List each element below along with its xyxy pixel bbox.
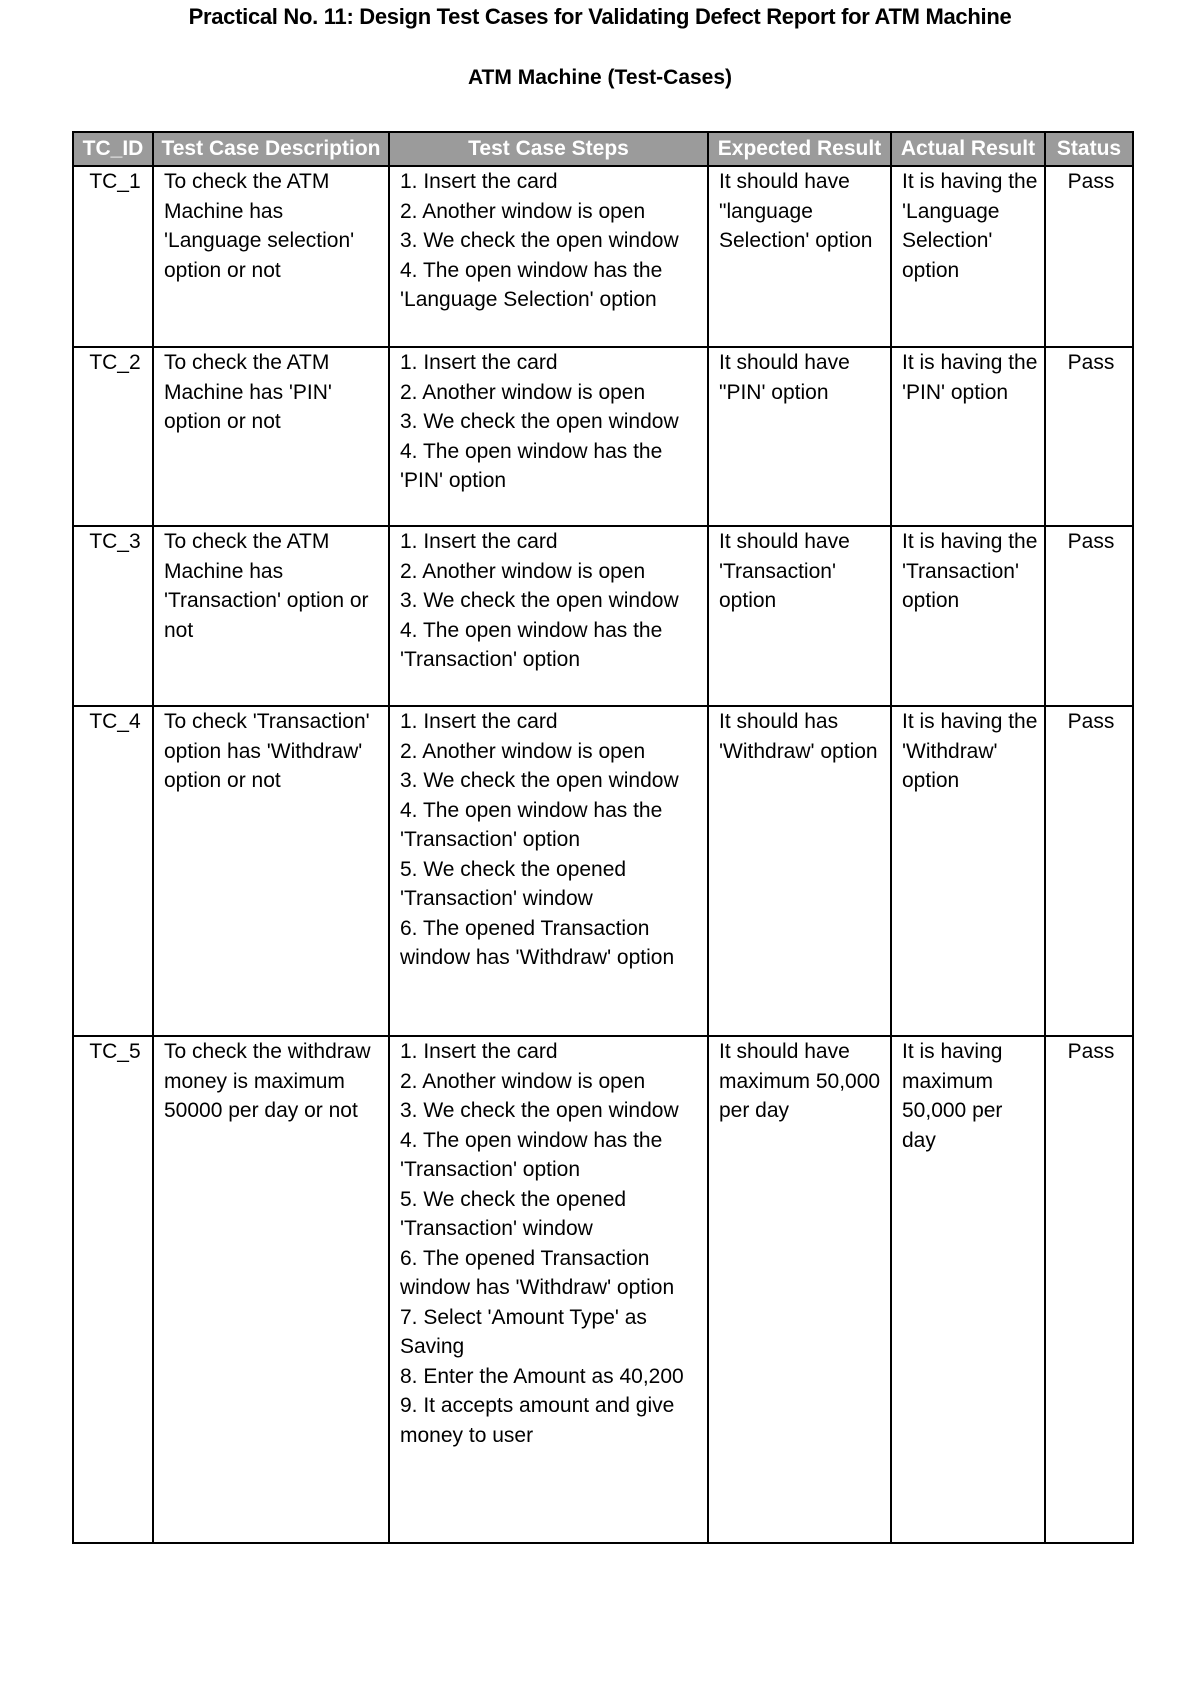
step-item: 9. It accepts amount and give money to user [400,1394,675,1447]
step-item: 3. We check the open window [400,410,679,433]
header-description: Test Case Description [153,132,389,166]
table-row [73,166,1133,347]
header-actual-result: Actual Result [891,132,1045,166]
document-subtitle: ATM Machine (Test-Cases) [467,66,733,89]
expected-result-cell: It should has 'Withdraw' option [708,706,891,1036]
steps-cell [389,526,708,706]
tc-id-cell: TC_5 [73,1036,153,1543]
step-item: 3. We check the open window [400,769,679,792]
test-case-table [72,131,1134,1544]
description-cell: To check the ATM Machine has 'Language selection' option or not [153,166,389,347]
table-row [73,1036,1133,1543]
tc-id-cell: TC_1 [73,166,153,347]
tc-id-cell: TC_3 [73,526,153,706]
actual-result-cell: It is having the 'Withdraw' option [891,706,1045,1036]
expected-result-cell: It should have maximum 50,000 per day [708,1036,891,1543]
actual-result-cell: It is having the 'Language Selection' option [891,166,1045,347]
header-steps: Test Case Steps [389,132,708,166]
step-item: 5. We check the opened 'Transaction' window [400,1187,627,1240]
status-cell: Pass [1045,166,1133,347]
step-item: 1. Insert the card [400,710,558,733]
step-item: 1. Insert the card [400,1040,558,1063]
document-title: Practical No. 11: Design Test Cases for Validating Defect Report for ATM Machine [188,4,1012,29]
step-item: 2. Another window is open [400,559,646,583]
steps-cell [389,166,708,347]
step-item: 8. Enter the Amount as 40,200 [400,1364,684,1388]
step-item: 1. Insert the card [400,530,558,553]
step-item: 4. The open window has the 'Transaction' option [400,1128,663,1181]
actual-result-cell: It is having the 'Transaction' option [891,526,1045,706]
header-tc-id: TC_ID [73,132,153,166]
step-item: 5. We check the opened 'Transaction' window [400,857,627,910]
expected-result-cell: It should have "language Selection' option [708,166,891,347]
step-item: 3. We check the open window [400,589,679,612]
table-row [73,526,1133,706]
step-item: 2. Another window is open [400,380,646,404]
step-item: 1. Insert the card [400,170,558,193]
step-item: 6. The opened Transaction window has 'Withdraw' option [400,1246,675,1299]
header-status: Status [1045,132,1133,166]
step-item: 6. The opened Transaction window has 'Withdraw' option [400,916,675,969]
status-cell: Pass [1045,347,1133,526]
step-item: 4. The open window has the 'Transaction' option [400,798,663,851]
table-header-row [73,132,1133,166]
step-item: 2. Another window is open [400,739,646,763]
actual-result-cell: It is having the 'PIN' option [891,347,1045,526]
status-cell: Pass [1045,706,1133,1036]
step-item: 2. Another window is open [400,1069,646,1093]
table-row [73,347,1133,526]
step-item: 4. The open window has the 'PIN' option [400,439,663,492]
tc-id-cell: TC_2 [73,347,153,526]
step-item: 7. Select 'Amount Type' as Saving [400,1305,647,1358]
expected-result-cell: It should have "PIN' option [708,347,891,526]
header-expected-result: Expected Result [708,132,891,166]
step-item: 3. We check the open window [400,229,679,252]
actual-result-cell: It is having maximum 50,000 per day [891,1036,1045,1543]
status-cell: Pass [1045,526,1133,706]
steps-cell [389,706,708,1036]
tc-id-cell: TC_4 [73,706,153,1036]
description-cell: To check the withdraw money is maximum 50000 per day or not [153,1036,389,1543]
description-cell: To check the ATM Machine has 'Transaction' option or not [153,526,389,706]
step-item: 4. The open window has the 'Transaction' option [400,618,663,671]
steps-cell [389,1036,708,1543]
step-item: 4. The open window has the 'Language Selection' option [400,258,663,311]
step-item: 2. Another window is open [400,199,646,223]
steps-cell [389,347,708,526]
expected-result-cell: It should have 'Transaction' option [708,526,891,706]
status-cell: Pass [1045,1036,1133,1543]
table-row [73,706,1133,1036]
step-item: 1. Insert the card [400,351,558,374]
description-cell: To check 'Transaction' option has 'Withdraw' option or not [153,706,389,1036]
description-cell: To check the ATM Machine has 'PIN' option or not [153,347,389,526]
step-item: 3. We check the open window [400,1099,679,1122]
